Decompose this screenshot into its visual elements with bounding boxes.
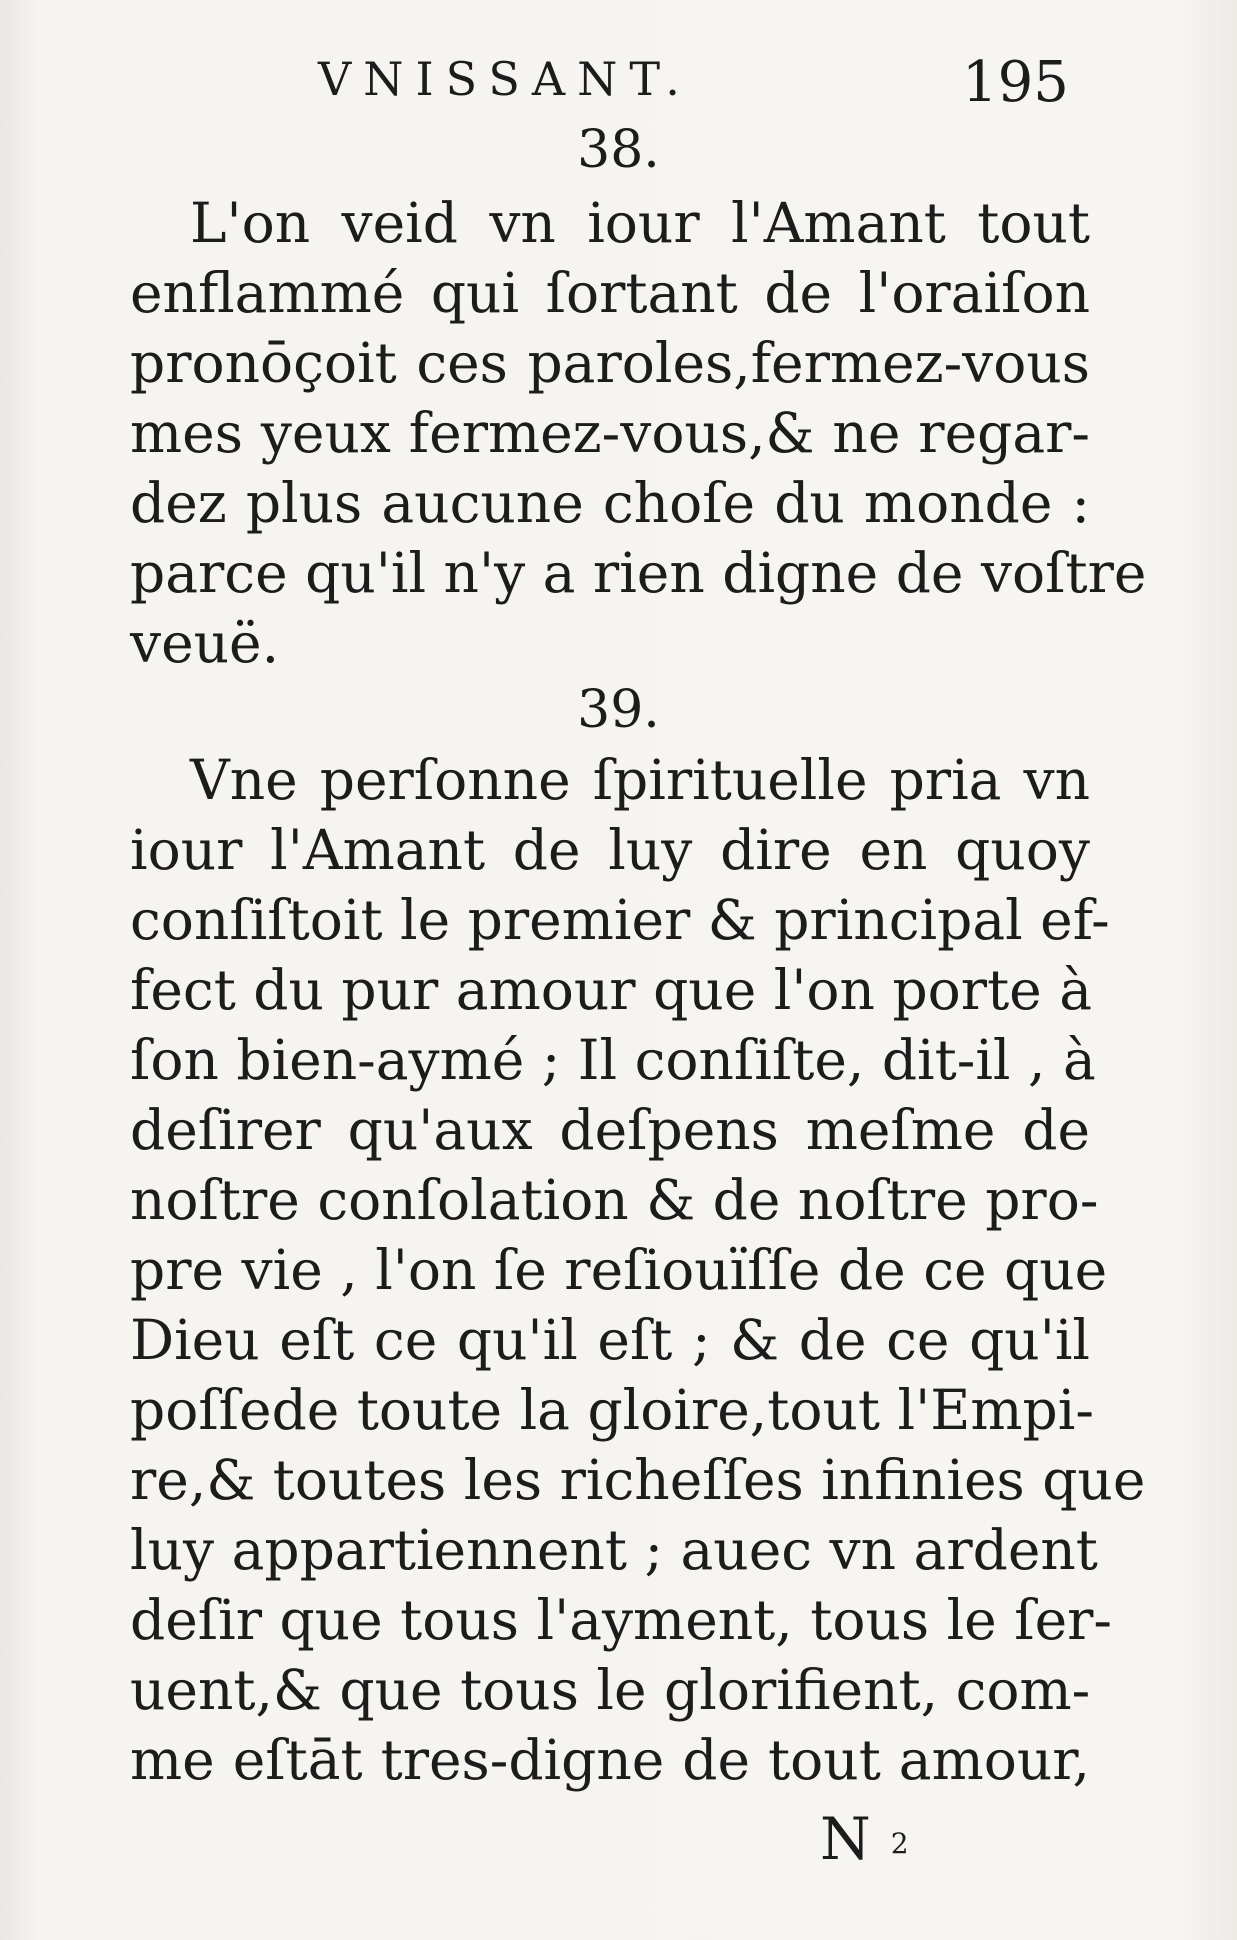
section-number-39: 39. — [577, 680, 660, 740]
text-line: re,& toutes les richeſſes infinies que — [130, 1448, 1146, 1512]
running-head: VNISSANT. — [318, 52, 692, 106]
text-line: deſir que tous l'ayment, tous le ſer- — [130, 1588, 1112, 1652]
text-line: me eſtāt tres-digne de tout amour, — [130, 1728, 1090, 1792]
text-line: veuë. — [130, 611, 280, 675]
text-line: parce qu'il n'y a rien digne de voſtre — [130, 541, 1147, 605]
text-line: L'on veid vn iour l'Amant tout — [190, 191, 1090, 255]
page-header — [0, 42, 1237, 115]
text-line: pre vie , l'on ſe reſiouïſſe de ce que — [130, 1238, 1108, 1302]
text-line: conſiſtoit le premier & principal ef- — [130, 888, 1110, 952]
text-line: mes yeux fermez-vous,& ne regar- — [130, 401, 1090, 465]
text-line: luy appartiennent ; auec vn ardent — [130, 1518, 1098, 1582]
text-line: enflammé qui ſortant de l'oraiſon — [130, 261, 1090, 325]
text-line: iour l'Amant de luy dire en quoy — [130, 818, 1090, 882]
text-line: dez plus aucune choſe du monde : — [130, 471, 1090, 535]
text-line: uent,& que tous le glorifient, com- — [130, 1658, 1091, 1722]
signature-number: 2 — [890, 1827, 909, 1861]
signature-mark — [820, 1805, 909, 1873]
paragraph-39 — [130, 745, 1146, 1795]
text-line: Vne perſonne ſpirituelle pria vn — [190, 748, 1090, 812]
page-number: 195 — [962, 50, 1069, 115]
text-line: deſirer qu'aux deſpens meſme de — [130, 1098, 1090, 1162]
paragraph-38 — [130, 188, 1147, 678]
section-number-38: 38. — [577, 120, 660, 180]
text-line: Dieu eſt ce qu'il eſt ; & de ce qu'il — [130, 1308, 1090, 1372]
text-line: noſtre conſolation & de noſtre pro- — [130, 1168, 1099, 1232]
text-line: pronōçoit ces paroles,fermez-vous — [130, 331, 1090, 395]
text-line: poſſede toute la gloire,tout l'Empi- — [130, 1378, 1094, 1442]
text-line: fect du pur amour que l'on porte à — [130, 958, 1092, 1022]
signature-letter: N — [820, 1805, 871, 1873]
text-line: ſon bien-aymé ; Il conſiſte, dit-il , à — [130, 1028, 1096, 1092]
